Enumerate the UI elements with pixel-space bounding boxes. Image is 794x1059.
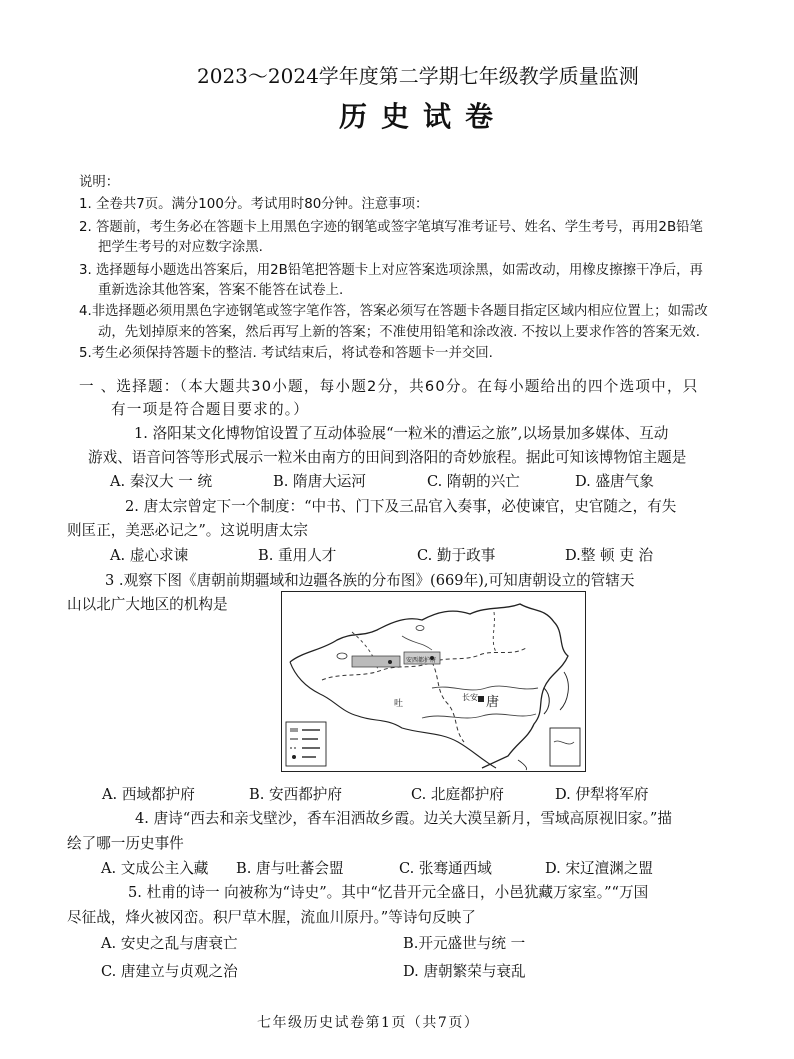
subject-title: 历史试卷 — [339, 100, 508, 133]
instruction-line: 1. 全卷共7页。满分100分。考试用时80分钟。注意事项： — [79, 197, 429, 212]
instructions-heading: 说明： — [79, 175, 120, 190]
question-3-line: 3 .观察下图《唐朝前期疆域和边疆各族的分布图》(669年),可知唐朝设立的管辖天 — [105, 572, 635, 589]
question-5-option-c[interactable]: C. 唐建立与贞观之治 — [101, 963, 238, 980]
exam-title: 2023～2024学年度第二学期七年级教学质量监测 — [197, 64, 639, 88]
instruction-line: 5.考生必须保持答题卡的整洁. 考试结束后，将试卷和答题卡一并交回. — [79, 346, 493, 361]
question-1-line: 1. 洛阳某文化博物馆设置了互动体验展“一粒米的漕运之旅”,以场景加多媒体、互动 — [134, 425, 669, 442]
question-5-option-a[interactable]: A. 安史之乱与唐衰亡 — [101, 935, 238, 952]
question-3-option-b[interactable]: B. 安西都护府 — [249, 786, 342, 803]
page-footer: 七年级历史试卷第1页（共7页） — [257, 1015, 480, 1031]
instruction-line: 动，先划掉原来的答案，然后再写上新的答案；不准使用铅笔和涂改液. 不按以上要求作答的答案无效. — [98, 325, 700, 340]
question-1-option-a[interactable]: A. 秦汉大 一 统 — [110, 473, 213, 490]
question-3-option-a[interactable]: A. 西域都护府 — [102, 786, 195, 803]
question-2-option-d[interactable]: D.整 顿 吏 治 — [565, 547, 654, 564]
instruction-line: 4.非选择题必须用黑色字迹钢笔或签字笔作答，答案必须写在答题卡各题目指定区域内相应位置上；如需改 — [79, 304, 708, 319]
question-4-line: 绘了哪一历史事件 — [67, 835, 184, 852]
question-4-option-c[interactable]: C. 张骞通西域 — [399, 860, 492, 877]
question-3-option-c[interactable]: C. 北庭都护府 — [411, 786, 504, 803]
map-label-tang: 唐 — [486, 695, 500, 710]
question-5-option-d[interactable]: D. 唐朝繁荣与衰乱 — [403, 963, 526, 980]
question-1-option-b[interactable]: B. 隋唐大运河 — [273, 473, 366, 490]
section-heading-cont: 有一项是符合题目要求的。） — [111, 401, 310, 418]
question-2-option-c[interactable]: C. 勤于政事 — [417, 547, 496, 564]
question-2-line: 则匡正，美恶必记之”。这说明唐太宗 — [67, 522, 308, 539]
question-1-option-d[interactable]: D. 盛唐气象 — [575, 473, 654, 490]
tang-territory-map — [281, 591, 586, 772]
map-label-tu: 吐 — [394, 699, 404, 709]
question-5-option-b[interactable]: B.开元盛世与统 一 — [403, 935, 526, 952]
question-4-option-a[interactable]: A. 文成公主入藏 — [101, 860, 209, 877]
instruction-line: 把学生考号的对应数字涂黑. — [98, 240, 263, 255]
instruction-line: 2. 答题前，考生务必在答题卡上用黑色字迹的钢笔或签字笔填写准考证号、姓名、学生考号，再用2B铅笔 — [79, 220, 703, 235]
question-5-line: 5. 杜甫的诗一 向被称为“诗史”。其中“忆昔开元全盛日，小邑犹藏万家室。”“万国 — [128, 884, 649, 901]
question-4-option-d[interactable]: D. 宋辽澶渊之盟 — [545, 860, 654, 877]
map-label-anxi: 安西都护府 — [406, 657, 437, 664]
question-2-line: 2. 唐太宗曾定下一个制度：“中书、门下及三品官入奏事，必使谏官，史官随之，有失 — [125, 498, 677, 515]
question-1-option-c[interactable]: C. 隋朝的兴亡 — [427, 473, 520, 490]
instruction-line: 3. 选择题每小题选出答案后，用2B铅笔把答题卡上对应答案选项涂黑，如需改动，用橡皮擦擦干净后，再 — [79, 263, 703, 278]
question-3-option-d[interactable]: D. 伊犁将军府 — [555, 786, 649, 803]
question-2-option-a[interactable]: A. 虚心求谏 — [110, 547, 189, 564]
map-label-changan: 长安 — [462, 693, 478, 702]
instruction-line: 重新选涂其他答案，答案不能答在试卷上. — [98, 283, 344, 298]
question-4-line: 4. 唐诗“西去和亲戈壁沙，香车泪洒故乡霞。边关大漠呈新月，雪域高原视旧家。”描 — [135, 810, 672, 827]
question-4-option-b[interactable]: B. 唐与吐蕃会盟 — [236, 860, 344, 877]
map-drawing — [282, 592, 585, 771]
question-1-line: 游戏、语音问答等形式展示一粒米由南方的田间到洛阳的奇妙旅程。据此可知该博物馆主题是 — [88, 449, 687, 466]
question-3-line: 山以北广大地区的机构是 — [67, 596, 228, 613]
question-5-line: 尽征战，烽火被冈峦。积尸草木腥，流血川原丹。”等诗句反映了 — [67, 909, 476, 926]
section-heading: 一 、选择题：（本大题共30小题，每小题2分，共60分。在每小题给出的四个选项中，只 — [79, 378, 699, 395]
question-2-option-b[interactable]: B. 重用人才 — [258, 547, 337, 564]
